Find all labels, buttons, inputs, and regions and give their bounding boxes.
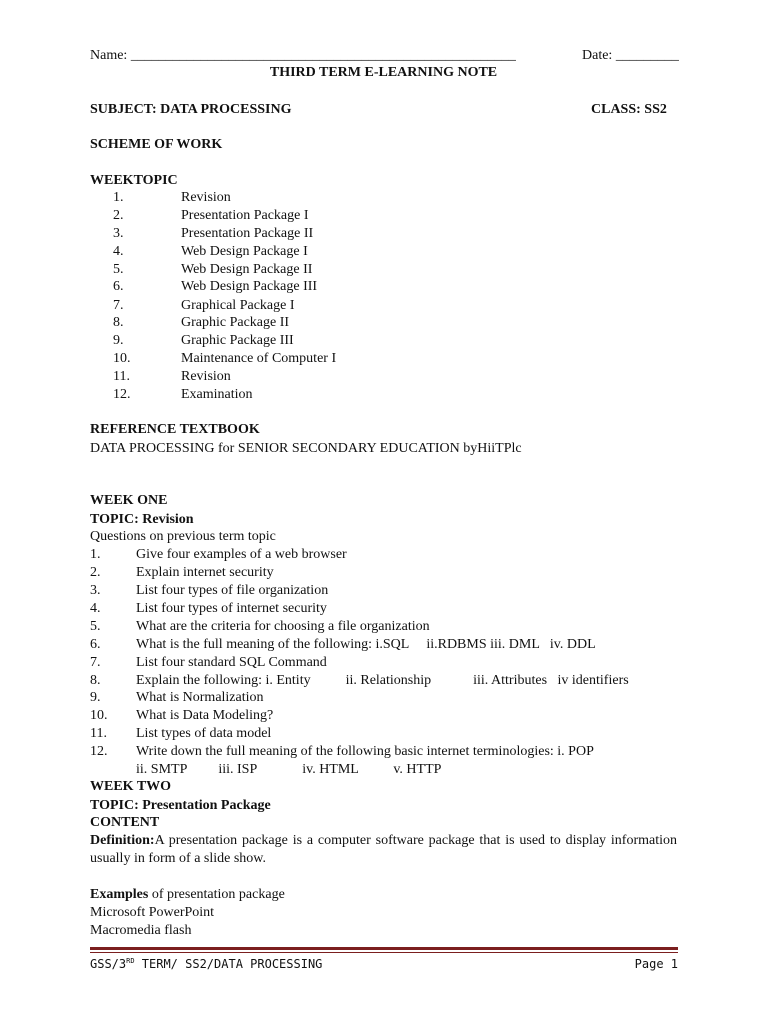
- scheme-item-number: 2.: [113, 208, 124, 223]
- scheme-item-number: 9.: [113, 333, 124, 348]
- question-number: 6.: [90, 637, 101, 652]
- question-text: Explain internet security: [136, 565, 274, 580]
- class-label: CLASS: SS2: [591, 102, 667, 117]
- examples-line: [90, 886, 285, 903]
- reference-heading: REFERENCE TEXTBOOK: [90, 422, 260, 437]
- scheme-item-topic: Presentation Package I: [181, 208, 309, 223]
- content-heading: CONTENT: [90, 815, 160, 830]
- footer-left-a: GSS/3: [90, 957, 127, 971]
- scheme-item-number: 1.: [113, 190, 124, 205]
- week-two-topic: TOPIC: Presentation Package: [90, 798, 271, 813]
- subject-line: SUBJECT: DATA PROCESSING: [90, 102, 292, 117]
- week-two-heading: WEEK TWO: [90, 779, 172, 794]
- question-text: Explain the following: i. Entity ii. Relationship iii. Attributes iv identifiers: [136, 673, 629, 688]
- scheme-item-number: 6.: [113, 279, 124, 294]
- example-item: Macromedia flash: [90, 923, 192, 938]
- scheme-item-topic: Presentation Package II: [181, 226, 314, 241]
- footer-rule-thin: [90, 952, 678, 953]
- scheme-item-topic: Web Design Package III: [181, 279, 318, 294]
- scheme-item-number: 7.: [113, 298, 124, 313]
- scheme-item-topic: Examination: [181, 387, 253, 402]
- footer-rule-thick: [90, 947, 678, 950]
- example-item: Microsoft PowerPoint: [90, 905, 215, 920]
- question-continuation: ii. SMTP iii. ISP iv. HTML v. HTTP: [136, 762, 442, 777]
- name-field-label: Name: _______________________________________________________: [90, 48, 516, 63]
- question-number: 5.: [90, 619, 101, 634]
- scheme-item-topic: Web Design Package I: [181, 244, 308, 259]
- question-number: 7.: [90, 655, 101, 670]
- scheme-item-topic: Web Design Package II: [181, 262, 313, 277]
- definition-label: Definition:: [90, 833, 155, 848]
- scheme-item-topic: Maintenance of Computer I: [181, 351, 337, 366]
- week-one-heading: WEEK ONE: [90, 493, 168, 508]
- reference-text: DATA PROCESSING for SENIOR SECONDARY EDUCATION byHiiTPlc: [90, 441, 522, 456]
- examples-label: Examples: [90, 887, 149, 902]
- question-number: 11.: [90, 726, 107, 741]
- question-text: List four types of internet security: [136, 601, 327, 616]
- scheme-heading: SCHEME OF WORK: [90, 137, 223, 152]
- definition-paragraph: [90, 832, 677, 868]
- week-one-topic: TOPIC: Revision: [90, 512, 194, 527]
- definition-text: A presentation package is a computer software package that is used to display information usually in form of a slide show.: [90, 833, 677, 866]
- question-text: List types of data model: [136, 726, 272, 741]
- question-text: What are the criteria for choosing a file organization: [136, 619, 430, 634]
- scheme-item-number: 8.: [113, 315, 124, 330]
- question-number: 12.: [90, 744, 108, 759]
- question-number: 2.: [90, 565, 101, 580]
- question-number: 10.: [90, 708, 108, 723]
- question-number: 9.: [90, 690, 101, 705]
- scheme-item-topic: Graphic Package III: [181, 333, 294, 348]
- scheme-item-number: 12.: [113, 387, 131, 402]
- question-number: 8.: [90, 673, 101, 688]
- question-text: What is Data Modeling?: [136, 708, 274, 723]
- footer-superscript: RD: [126, 957, 135, 965]
- date-field-label: Date: _________: [582, 48, 679, 63]
- question-text: What is Normalization: [136, 690, 264, 705]
- scheme-item-number: 3.: [113, 226, 124, 241]
- scheme-item-topic: Graphic Package II: [181, 315, 290, 330]
- examples-rest: of presentation package: [148, 887, 285, 902]
- scheme-item-topic: Revision: [181, 190, 231, 205]
- scheme-item-topic: Revision: [181, 369, 231, 384]
- question-text: Write down the full meaning of the following basic internet terminologies: i. POP: [136, 744, 594, 759]
- scheme-item-number: 10.: [113, 351, 131, 366]
- question-number: 3.: [90, 583, 101, 598]
- week-topic-heading: WEEKTOPIC: [90, 173, 178, 188]
- footer-page-number: Page 1: [634, 957, 678, 971]
- week-one-intro: Questions on previous term topic: [90, 529, 276, 544]
- question-text: List four types of file organization: [136, 583, 329, 598]
- scheme-item-topic: Graphical Package I: [181, 298, 295, 313]
- question-number: 1.: [90, 547, 101, 562]
- question-text: List four standard SQL Command: [136, 655, 327, 670]
- question-text: What is the full meaning of the following: i.SQL ii.RDBMS iii. DML iv. DDL: [136, 637, 596, 652]
- question-text: Give four examples of a web browser: [136, 547, 347, 562]
- scheme-item-number: 4.: [113, 244, 124, 259]
- footer-left: [90, 957, 322, 971]
- footer-left-b: TERM/ SS2/DATA PROCESSING: [134, 957, 323, 971]
- scheme-item-number: 5.: [113, 262, 124, 277]
- scheme-item-number: 11.: [113, 369, 130, 384]
- question-number: 4.: [90, 601, 101, 616]
- document-title: THIRD TERM E-LEARNING NOTE: [269, 65, 498, 80]
